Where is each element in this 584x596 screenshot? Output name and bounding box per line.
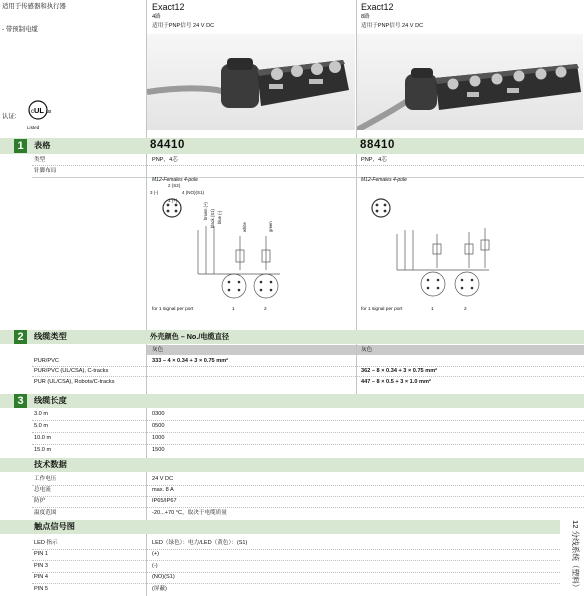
tech-row-label: 总电流: [34, 487, 51, 493]
header-left-line1: 适用于传感器和执行器: [2, 3, 66, 10]
section3-number: 3: [14, 394, 27, 408]
row-type-label: 类型: [34, 157, 46, 163]
side-chapter-label: 12 分线系统（塑料）: [571, 520, 580, 592]
pin-label-4: 4 (NO)(S1): [182, 190, 205, 195]
length-row-value: 0300: [152, 411, 165, 417]
cert-label: 认证:: [2, 113, 17, 120]
tech-row-label: 工作电压: [34, 476, 57, 482]
gray-header-col2: [357, 345, 584, 355]
tech-row-value: -20...+70 °C，取决于电缆质量: [152, 510, 227, 516]
product-image-8way: [357, 34, 583, 130]
tech-header-band: [0, 458, 584, 472]
tech-row-value: max. 8 A: [152, 487, 174, 493]
tech-row-label: 防护: [34, 498, 46, 504]
col2-desc: 适用于PNP信号 24 V DC: [361, 23, 424, 29]
length-row-value: 1000: [152, 435, 165, 441]
row-separator: [32, 560, 560, 561]
cable-row-3-col2: 447 – 8 × 0.5 + 3 × 1.0 mm²: [361, 379, 431, 385]
section2-col1-title: 外壳颜色 – No./电缆直径: [150, 332, 230, 341]
length-row-label: 5.0 m: [34, 423, 48, 429]
cable-row-1-col1: 333 – 4 × 0.34 + 3 × 0.75 mm²: [152, 358, 229, 364]
section3-title: 线缆长度: [34, 396, 67, 405]
port-number-2: 2: [464, 307, 467, 312]
svg-text:us: us: [46, 109, 52, 115]
contacts-title: 触点信号图: [34, 522, 75, 531]
cable-row-2-label: PUR/PVC (UL/CSA), C-tracks: [34, 368, 109, 374]
cable-row-3-label: PUR (UL/CSA), Robots/C-tracks: [34, 379, 115, 385]
row-separator: [32, 507, 584, 508]
product-image-4way: [147, 34, 355, 130]
contact-row-value: (+): [152, 551, 159, 557]
pin-label-2: 2 (S2): [168, 183, 181, 188]
section3-header-band: [0, 394, 584, 408]
port-number-2: 2: [264, 307, 267, 312]
wire-label-blue: blue (-): [217, 210, 222, 224]
section1-header-band: [0, 138, 584, 154]
wire-label-green: green: [268, 221, 273, 232]
pinout-diagram-4way: [150, 178, 354, 318]
contact-row-label: PIN 5: [34, 586, 48, 592]
col1-article-code: 84410: [150, 139, 185, 151]
contact-row-value: (屏蔽): [152, 586, 167, 592]
wire-label-black: black (S1): [210, 209, 215, 228]
svg-text:c: c: [31, 109, 34, 115]
row-separator: [32, 376, 584, 377]
section1-title: 表格: [34, 141, 51, 150]
row-type-col2: PNP，4芯: [361, 157, 387, 163]
length-row-value: 0500: [152, 423, 165, 429]
col1-desc: 适用于PNP信号 24 V DC: [152, 23, 215, 29]
pinout-heading-col2: M12-Females 4-pole: [361, 177, 407, 183]
tech-row-value: IP65/IP67: [152, 498, 177, 504]
row-separator: [32, 583, 560, 584]
row-separator: [32, 444, 584, 445]
port-number-1: 1: [431, 307, 434, 312]
contact-row-value: (NO)(S1): [152, 574, 175, 580]
tech-row-label: 温度范围: [34, 510, 57, 516]
pin-label-3: 3 (-): [150, 190, 159, 195]
ul-listed-text: Listed: [27, 125, 40, 130]
contact-row-label: PIN 3: [34, 563, 48, 569]
col2-product-name: Exact12: [361, 2, 394, 12]
row-separator: [32, 549, 560, 550]
contact-row-label: PIN 1: [34, 551, 48, 557]
row-type-col1: PNP，4芯: [152, 157, 178, 163]
row-separator: [32, 572, 560, 573]
gray-label-col1: 灰色: [152, 347, 164, 353]
col1-product-name: Exact12: [152, 2, 185, 12]
port-number-1: 1: [232, 307, 235, 312]
port-note-col1: for 1 signal per port: [152, 307, 194, 312]
row-separator: [32, 496, 584, 497]
cable-row-2-col2: 362 – 8 × 0.34 + 3 × 0.75 mm²: [361, 368, 438, 374]
length-row-value: 1500: [152, 447, 165, 453]
row-separator: [32, 485, 584, 486]
col2-ways: 8路: [361, 14, 370, 20]
tech-row-value: 24 V DC: [152, 476, 174, 482]
length-row-label: 10.0 m: [34, 435, 52, 441]
col1-ways: 4路: [152, 14, 161, 20]
pinout-diagram-8way: [359, 178, 581, 318]
contact-row-value: (-): [152, 563, 158, 569]
section1-number: 1: [14, 139, 27, 153]
wire-label-white: white: [242, 222, 247, 232]
section2-number: 2: [14, 330, 27, 344]
contact-row-value: LED（绿色）：电力/LED（黄色）：(S1): [152, 540, 248, 546]
pin-label-1: 1 (+): [168, 198, 178, 203]
contact-row-label: PIN 4: [34, 574, 48, 580]
wire-label-brown: brown (+): [203, 202, 208, 220]
length-row-label: 3.0 m: [34, 411, 48, 417]
contacts-header-band: [0, 520, 560, 534]
length-row-label: 15.0 m: [34, 447, 52, 453]
section2-title: 线缆类型: [34, 332, 67, 341]
gray-header-col1: [147, 345, 356, 355]
gray-label-col2: 灰色: [361, 347, 373, 353]
header-left-line2: - 带预制电缆: [2, 26, 38, 33]
contact-row-label: LED 指示: [34, 540, 58, 546]
col2-article-code: 88410: [360, 139, 395, 151]
row-separator: [32, 420, 584, 421]
tech-title: 技术数据: [34, 460, 67, 469]
row-separator: [32, 165, 584, 166]
svg-text:UL: UL: [34, 106, 44, 115]
ul-cert-logo: [22, 98, 54, 128]
cable-row-1-label: PUR/PVC: [34, 358, 59, 364]
port-note-col2: for 1 signal per port: [361, 307, 403, 312]
row-separator: [32, 432, 584, 433]
section2-header-band: [0, 330, 584, 344]
row-pinout-label: 针脚布局: [34, 168, 57, 174]
row-separator: [32, 366, 584, 367]
pinout-heading-col1: M12-Females 4-pole: [152, 177, 198, 183]
